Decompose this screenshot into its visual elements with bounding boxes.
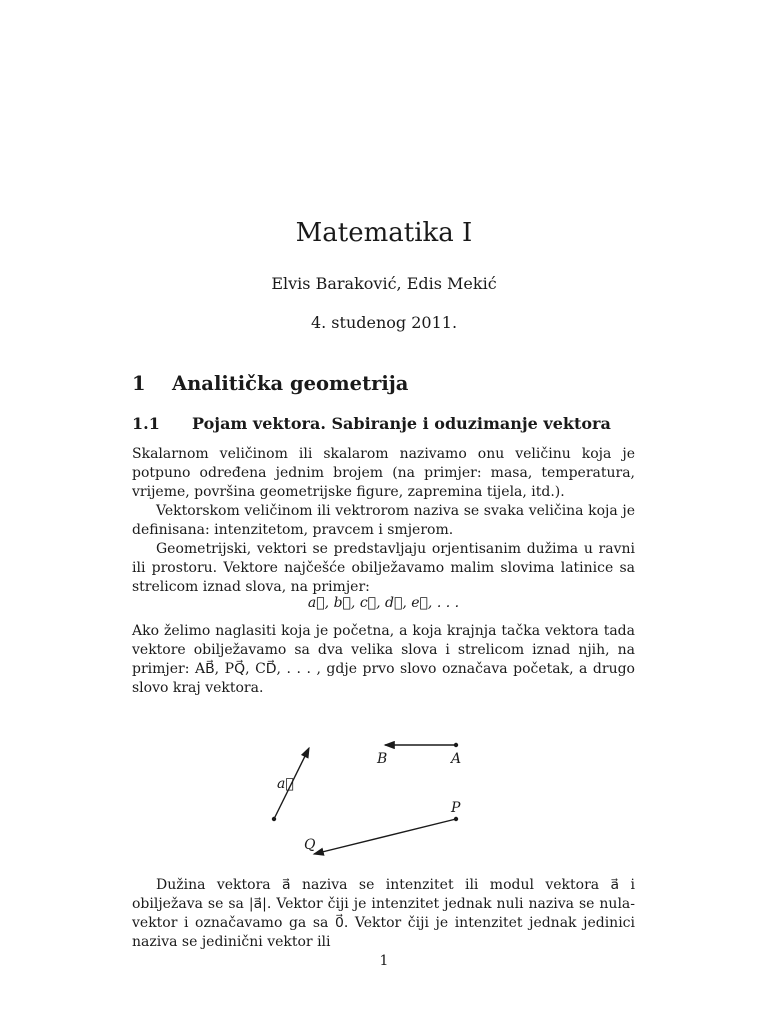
point-P: [454, 817, 458, 821]
subsection-title: Pojam vektora. Sabiranje i oduzimanje vektora: [192, 414, 611, 433]
label-A: A: [451, 751, 462, 767]
section-number: 1: [132, 372, 146, 395]
vector-PQ-line: [314, 819, 456, 854]
document-title: Matematika I: [295, 218, 473, 248]
page-number: 1: [379, 953, 389, 969]
paragraph-scalar: Skalarnom veličinom ili skalarom nazivamo onu veličinu koja je potpuno određena jednim brojem (na primjer: masa, temperatura, vrijeme, površina geometrijske figure, zapremina tijela, itd.).: [132, 446, 635, 500]
document-date: 4. studenog 2011.: [310, 313, 458, 332]
paragraph-vector-quantity: Vektorskom veličinom ili vektrorom naziva se svaka veličina koja je definisana: intenzitetom, pravcem i smjerom.: [132, 503, 635, 538]
vector-a-start-point: [272, 817, 276, 821]
label-a: a⃗: [277, 776, 294, 792]
paragraph-vector-notation: Ako želimo naglasiti koja je početna, a koja krajnja tačka vektora tada vektore obilježavamo sa dva velika slova i strelicom iznad njih, na primjer: AB⃗, PQ⃗, CD⃗, . . . , gdje prvo slovo označava početak, a drugo slovo kraj vektora.: [132, 623, 635, 696]
section-title: Analitička geometrija: [172, 372, 409, 395]
label-P: P: [451, 800, 461, 816]
paragraph-geometric-vectors: Geometrijski, vektori se predstavljaju orjentisanim dužima u ravni ili prostoru. Vektore najčešće obilježavamo malim slovima latinice sa strelicom iznad slova, na primjer:: [132, 541, 635, 595]
label-Q: Q: [304, 837, 316, 853]
point-A: [454, 743, 458, 747]
math-vector-list: a⃗, b⃗, c⃗, d⃗, e⃗, . . .: [307, 595, 460, 611]
label-B: B: [377, 751, 388, 767]
paragraph-vector-length: Dužina vektora a⃗ naziva se intenzitet ili modul vektora a⃗ i obilježava se sa |a⃗|. Vektor čiji je intenzitet jednak nuli naziva se nula-vektor i označavamo ga sa 0⃗. Vektor čiji je intenzitet jednak jedinici naziva se jedinični vektor ili: [132, 877, 635, 950]
document-authors: Elvis Baraković, Edis Mekić: [271, 274, 497, 293]
subsection-number: 1.1: [132, 414, 160, 433]
